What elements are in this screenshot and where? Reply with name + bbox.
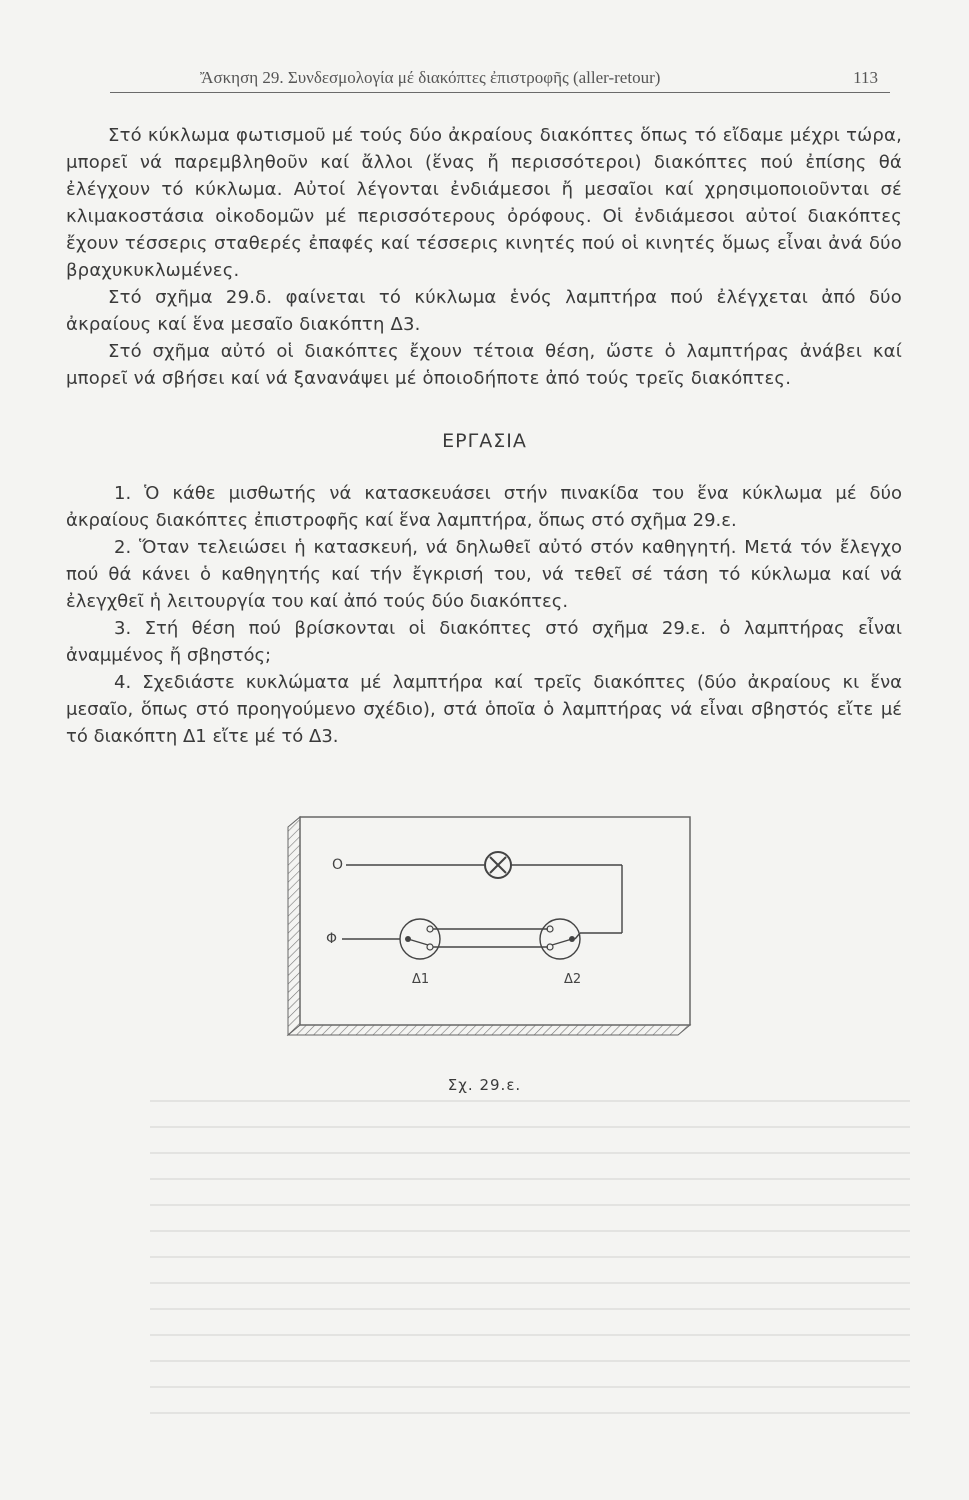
switch1-label: Δ1 xyxy=(412,972,430,987)
board-bottom-edge xyxy=(288,1025,690,1035)
paragraph-2: Στό σχῆμα 29.δ. φαίνεται τό κύκλωμα ἑνός λαμπτήρα πού ἐλέγχεται ἀπό δύο ἀκραίους καί ἕνα μεσαῖο διακόπτη Δ3. xyxy=(66,287,902,335)
switch2-label: Δ2 xyxy=(564,972,582,987)
board-left-edge xyxy=(288,817,300,1035)
phase-label: Φ xyxy=(326,931,338,947)
task-list xyxy=(66,480,902,750)
page-header xyxy=(110,66,890,93)
paragraph-1: Στό κύκλωμα φωτισμοῦ μέ τούς δύο ἀκραίους διακόπτες ὅπως τό εἴδαμε μέχρι τώρα, μπορεῖ νά παρεμβληθοῦν καί ἄλλοι (ἕνας ἤ περισσότεροι) διακόπτες πού ἐπίσης θά ἐλέγχουν τό κύκλωμα. Αὐτοί λέγονται ἐνδιάμεσοι ἤ μεσαῖοι καί χρησιμοποιοῦνται σέ κλιμακοστάσια οἰκοδομῶν μέ περισσότερους ὀρόφους. Οἱ ἐνδιάμεσοι αὐτοί διακόπτες ἔχουν τέσσερις σταθερές ἐπαφές καί τέσσερις κινητές πού οἱ κινητές ὅμως εἶναι ἀνά δύο βραχυκυκλωμένες. xyxy=(66,125,902,281)
body-text xyxy=(66,122,902,392)
task-item-4: 4. Σχεδιάστε κυκλώματα μέ λαμπτήρα καί τρεῖς διακόπτες (δύο ἀκραίους κι ἕνα μεσαῖο, ὅπως στό προηγούμενο σχέδιο), στά ὁποῖα ὁ λαμπτήρας νά εἶναι σβηστός εἴτε μέ τό διακόπτη Δ1 εἴτε μέ τό Δ3. xyxy=(66,672,902,747)
task-item-3: 3. Στή θέση πού βρίσκονται οἱ διακόπτες στό σχῆμα 29.ε. ὁ λαμπτήρας εἶναι ἀναμμένος ἤ σβηστός; xyxy=(66,618,902,666)
show-through-texture xyxy=(150,1100,910,1430)
circuit-diagram xyxy=(280,805,700,1045)
paragraph-3: Στό σχῆμα αὐτό οἱ διακόπτες ἔχουν τέτοια θέση, ὥστε ὁ λαμπτήρας ἀνάβει καί μπορεῖ νά σβήσει καί νά ξανανάψει μέ ὁποιοδήποτε ἀπό τούς τρεῖς διακόπτες. xyxy=(66,341,902,389)
task-item-1: 1. Ὁ κάθε μισθωτής νά κατασκευάσει στήν πινακίδα του ἕνα κύκλωμα μέ δύο ἀκραίους διακόπτες ἐπιστροφῆς καί ἕνα λαμπτήρα, ὅπως στό σχῆμα 29.ε. xyxy=(66,483,902,531)
task-item-2: 2. Ὅταν τελειώσει ἡ κατασκευή, νά δηλωθεῖ αὐτό στόν καθηγητή. Μετά τόν ἔλεγχο πού θά κάνει ὁ καθηγητής καί τήν ἔγκρισή του, νά τεθεῖ σέ τάση τό κύκλωμα καί νά ἐλεγχθεῖ ἡ λειτουργία του καί ἀπό τούς δύο διακόπτες. xyxy=(66,537,902,612)
section-heading: ΕΡΓΑΣΙΑ xyxy=(442,430,527,452)
page-number: 113 xyxy=(853,68,878,87)
figure-caption: Σχ. 29.ε. xyxy=(447,1076,522,1094)
neutral-label: O xyxy=(332,857,344,873)
running-title: Ἄσκηση 29. Συνδεσμολογία μέ διακόπτες ἐπιστροφῆς (aller-retour) xyxy=(200,68,661,87)
board-outline xyxy=(300,817,690,1025)
